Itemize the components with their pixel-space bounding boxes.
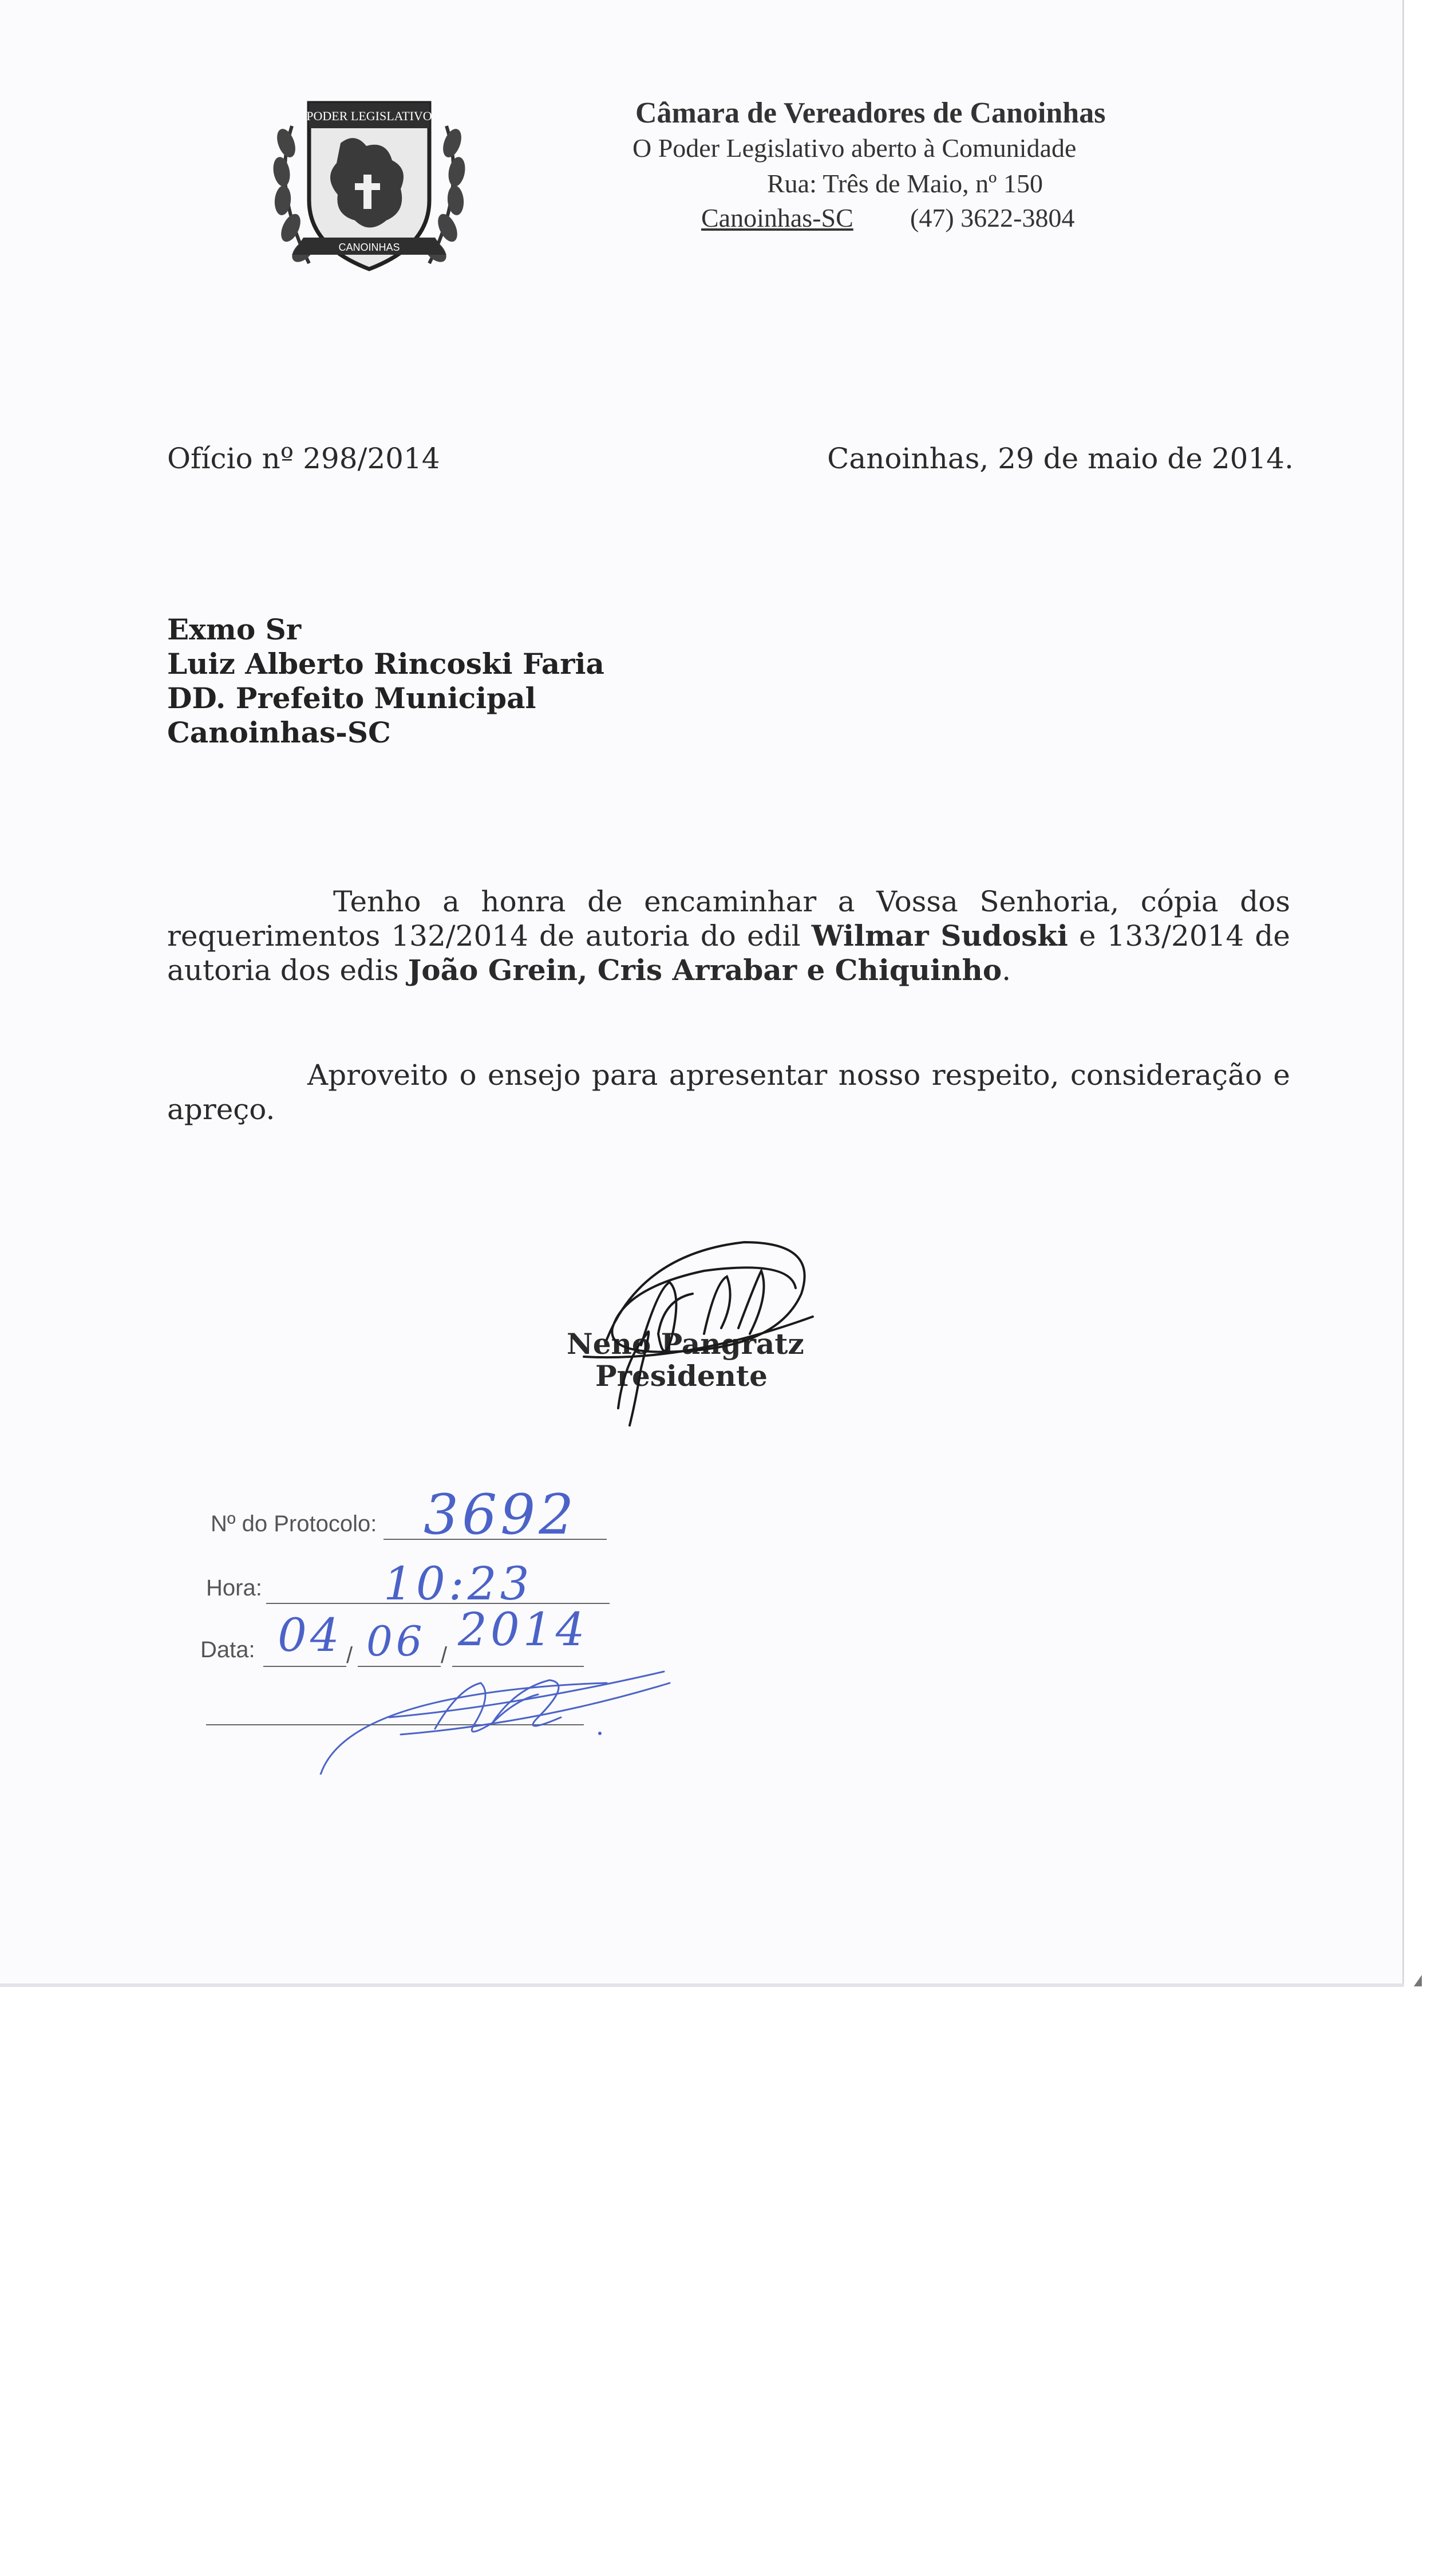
protocol-number-label: Nº do Protocolo: bbox=[211, 1511, 377, 1536]
addressee-block bbox=[167, 613, 604, 750]
coat-of-arms-logo bbox=[269, 92, 469, 280]
institution-city: Canoinhas-SC bbox=[701, 203, 853, 232]
p1-text-c: . bbox=[1002, 954, 1011, 987]
body-paragraph-2 bbox=[167, 1058, 1290, 1127]
logo-ribbon-text: CANOINHAS bbox=[338, 242, 400, 253]
p1-author-name: Wilmar Sudoski bbox=[811, 919, 1068, 953]
place-date: Canoinhas, 29 de maio de 2014. bbox=[827, 442, 1294, 475]
place-date-wrap bbox=[744, 442, 1294, 475]
institution-street: Rua: Três de Maio, nº 150 bbox=[767, 169, 1043, 198]
p1-text-a: Tenho a honra de encaminhar a Vossa Senhoria, cópia dos requerimentos 132/2014 de autoria do edil bbox=[167, 885, 1290, 953]
addressee-city: Canoinhas-SC bbox=[167, 716, 391, 749]
page-edge-right bbox=[1402, 0, 1404, 1986]
addressee-name: Luiz Alberto Rincoski Faria bbox=[167, 647, 604, 681]
date-sep-2: / bbox=[441, 1643, 448, 1668]
date-day-handwritten: 04 bbox=[278, 1609, 343, 1662]
institution-motto: O Poder Legislativo aberto à Comunidade bbox=[632, 133, 1077, 163]
time-handwritten: 10:23 bbox=[384, 1557, 533, 1610]
p2-text: Aproveito o ensejo para apresentar nosso respeito, consideração e apreço. bbox=[167, 1058, 1290, 1126]
date-label: Data: bbox=[200, 1637, 255, 1662]
addressee-salutation: Exmo Sr bbox=[167, 613, 302, 646]
time-label: Hora: bbox=[206, 1575, 262, 1601]
body-paragraph-1 bbox=[167, 884, 1290, 987]
receiver-signature bbox=[195, 1454, 710, 1775]
date-year-handwritten: 2014 bbox=[458, 1603, 588, 1656]
handwritten-signature bbox=[572, 1219, 824, 1460]
institution-phone: (47) 3622-3804 bbox=[910, 203, 1075, 232]
protocol-stamp bbox=[195, 1454, 710, 1775]
logo-banner-text: PODER LEGISLATIVO bbox=[306, 109, 432, 123]
date-sep-1: / bbox=[346, 1643, 353, 1668]
p1-author-names: João Grein, Cris Arrabar e Chiquinho bbox=[408, 953, 1002, 987]
signatory-role: Presidente bbox=[595, 1359, 768, 1393]
date-month-handwritten: 06 bbox=[366, 1617, 426, 1665]
p1-text-b: e 133/2014 de autoria dos edis bbox=[167, 919, 1291, 987]
addressee-position: DD. Prefeito Municipal bbox=[167, 681, 536, 715]
institution-title: Câmara de Vereadores de Canoinhas bbox=[635, 97, 1106, 129]
protocol-number-handwritten: 3692 bbox=[424, 1483, 578, 1547]
signatory-name: Neno Pangratz bbox=[567, 1327, 804, 1361]
scan-corner-mark bbox=[1414, 1975, 1422, 1986]
page-edge-bottom bbox=[0, 1984, 1404, 1987]
oficio-number: Ofício nº 298/2014 bbox=[167, 442, 440, 475]
